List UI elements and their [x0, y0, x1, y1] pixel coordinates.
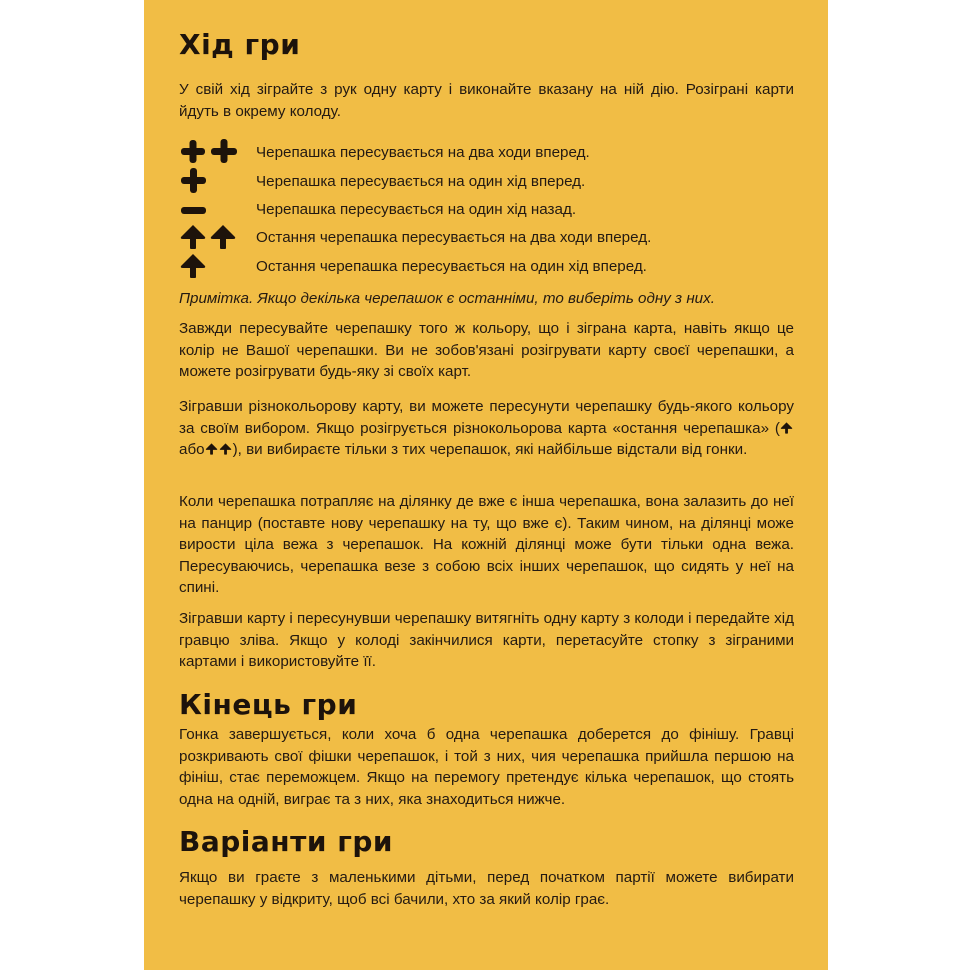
turn-intro: У свій хід зіграйте з рук одну карту і виконайте вказану на ній дію. Розіграні карти йдуть в окрему колоду.: [179, 81, 794, 120]
turn-paragraph-2: [179, 396, 794, 461]
section-title-variants: Варіанти гри: [179, 825, 394, 858]
card-legend-arrow: [179, 253, 794, 279]
rulebook-page: [144, 0, 828, 970]
turn-note: Примітка. Якщо декілька черепашок є останніми, то виберіть одну з них.: [179, 290, 715, 307]
minus-icon: [179, 196, 209, 222]
card-legend-text: Остання черепашка пересувається на два ходи вперед.: [256, 229, 652, 246]
card-legend-text: Черепашка пересувається на один хід назад.: [256, 201, 577, 218]
turn-paragraph-4: Зігравши карту і пересунувши черепашку витягніть одну карту з колоди і передайте хід гравцю зліва. Якщо у колоді закінчилися карти, перетасуйте стопку з зіграними картами і використовуйте її.: [179, 610, 794, 670]
plus-icon: [179, 168, 209, 194]
turn-paragraph-2-end: ), ви вибираєте тільки з тих черепашок, які найбільше відстали від гонки.: [232, 441, 748, 458]
section-title-turn: Хід гри: [179, 28, 301, 61]
card-legend-text: Черепашка пересувається на один хід вперед.: [256, 173, 586, 190]
section-title-end: Кінець гри: [179, 688, 358, 721]
card-legend-double-arrow: [179, 224, 794, 250]
card-legend-plus: [179, 168, 794, 194]
turn-paragraph-3: Коли черепашка потрапляє на ділянку де вже є інша черепашка, вона залазить до неї на панцир (поставте нову черепашку на ту, що вже є). Таким чином, на ділянці може вирости ціла вежа з черепашок. На кожній ділянці може бути тільки одна вежа. Пересуваючись, черепашка везе з собою всіх інших черепашок, що сидять у неї на спині.: [179, 493, 794, 596]
variants-paragraph: Якщо ви граєте з маленькими дітьми, перед початком партії можете вибирати черепашку у відкриту, щоб всі бачили, хто за який колір грає.: [179, 869, 794, 908]
card-legend-minus: [179, 196, 794, 222]
arrow-up-icon: [780, 421, 794, 435]
turn-paragraph-1: Завжди пересувайте черепашку того ж кольору, що і зіграна карта, навіть якщо це колір не Вашої черепашки. Ви не зобов'язані розігрувати карту своєї черепашки, а можете розігрувати будь-яку зі своїх карт.: [179, 320, 794, 380]
double-plus-icon: [179, 139, 239, 165]
end-paragraph: Гонка завершується, коли хоча б одна черепашка доберется до фінішу. Гравці розкривають свої фішки черепашок, і той з них, чия черепашка прийшла першою на фініш, стає переможцем. Якщо на перемогу претендує кілька черепашок, що стоять одна на одній, виграє та з них, яка знаходиться нижче.: [179, 726, 794, 808]
card-legend-double-plus: [179, 139, 794, 165]
turn-paragraph-2-start: Зігравши різнокольорову карту, ви можете пересунути черепашку будь-якого кольору за своїм вибором. Якщо розігрується різнокольорова карта «остання черепашка» (: [179, 398, 794, 437]
card-legend-text: Остання черепашка пересувається на один хід вперед.: [256, 258, 647, 275]
turn-paragraph-2-or: або: [179, 441, 205, 458]
double-arrow-up-icon: [179, 224, 239, 250]
card-legend-text: Черепашка пересувається на два ходи вперед.: [256, 144, 590, 161]
double-arrow-up-icon: [205, 442, 233, 456]
arrow-up-icon: [179, 253, 209, 279]
